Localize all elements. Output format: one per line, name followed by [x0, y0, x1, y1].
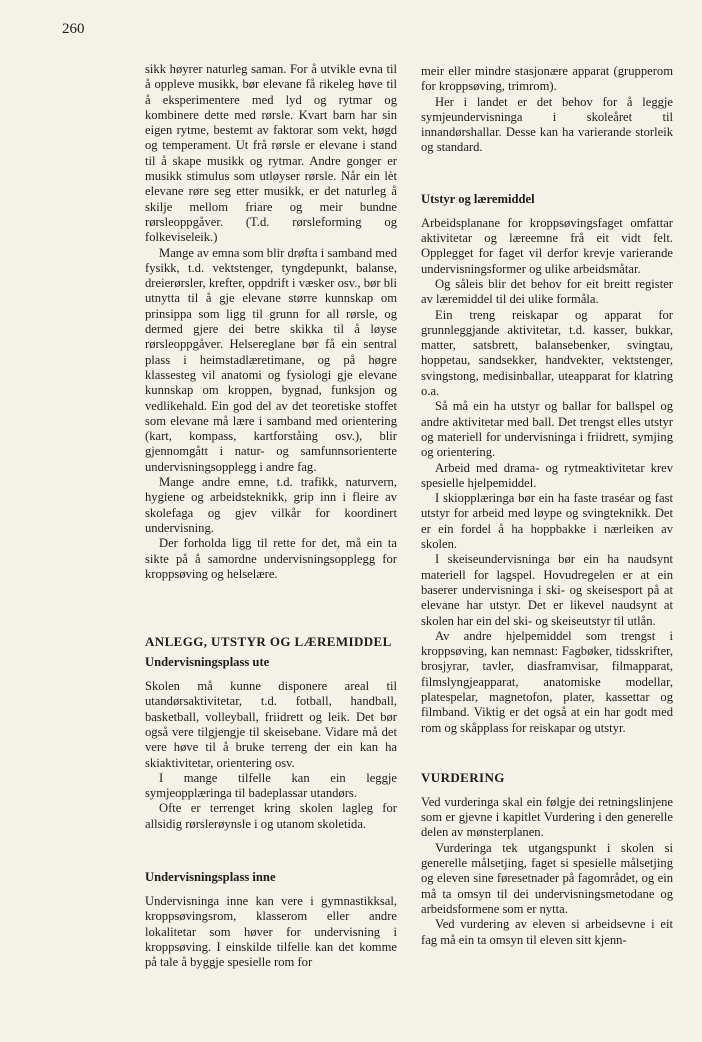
paragraph: Ved vurdering av eleven si arbeidsevne i eit fag må ein ta omsyn til eleven sitt kjenn- [421, 917, 673, 947]
paragraph: Mange andre emne, t.d. trafikk, naturvern, hygiene og arbeidsteknikk, grip inn i fleire av skolefaga og gjev vilkår for koordinert undervisning. [145, 475, 397, 535]
subsection-heading-utstyr: Utstyr og læremiddel [421, 191, 535, 206]
paragraph: Undervisninga inne kan vere i gymnastikksal, kroppsøvingsrom, klasserom eller andre lokalitetar som høver for undervisning i kroppsøving. I einskilde tilfelle kan det komme på tale å byggje spesielle rom for [145, 894, 397, 970]
paragraph: Arbeid med drama- og rytmeaktivitetar krev spesielle hjelpemiddel. [421, 460, 673, 490]
paragraph: I skiopplæringa bør ein ha faste traséar og fast utstyr for arbeid med løype og svingteknikk. Det er ein fordel å ha hoppbakke i nærleiken av skolen. [421, 491, 673, 552]
paragraph: Her i landet er det behov for å leggje symjeundervisninga i skoleåret til innandørshallar. Desse kan ha varierande storleik og standard. [421, 94, 673, 155]
paragraph: Ofte er terrenget kring skolen lagleg for allsidig rørslerøynsle i og utanom skoletida. [145, 801, 397, 831]
paragraph: I skeiseundervisninga bør ein ha naudsynt materiell for lagspel. Hovudregelen er at ein baserer undervisninga i ski- og skeisesport på at elevane har utstyr. Det er likevel naudsynt at skolen har ein del ski- og skeiseutstyr til utlån. [421, 552, 673, 628]
paragraph: meir eller mindre stasjonære apparat (grupperom for kroppsøving, trimrom). [421, 64, 673, 94]
left-column [145, 62, 397, 971]
section-title-vurdering: VURDERING [421, 769, 505, 785]
paragraph: sikk høyrer naturleg saman. For å utvikle evna til å oppleve musikk, bør elevane få rikeleg høve til å eksperimentere med lyd og rytmar og kombinere dette med rørsle. Kvart barn har sin eigen rytme, bestemt av faktorar som vekt, høgd og temperament. Ut frå rørsle er elevane i stand til å skape musikk og rytmar. Andre gonger er musikk stimulus som utløyser rørsle. Når ein lèt elevane røre seg etter musikk, er det naturleg å skilje mellom friare og meir bundne rørsleoppgåver. (T.d. rørsleforming og folkeviseleik.) [145, 62, 397, 245]
paragraph: Ved vurderinga skal ein følgje dei retningslinjene som er gjevne i kapitlet Vurdering i den generelle delen av mønsterplanen. [421, 794, 673, 840]
right-column [421, 64, 673, 948]
paragraph: Arbeidsplanane for kroppsøvingsfaget omfattar aktivitetar og læreemne frå eit vidt felt. Opplegget for faget vil derfor krevje varierande undervisningsformer og ulike arbeidsmåtar. [421, 215, 673, 276]
section-title: ANLEGG, UTSTYR OG LÆREMIDDEL [145, 634, 392, 650]
subsection-heading-inne: Undervisningsplass inne [145, 870, 276, 885]
paragraph: Så må ein ha utstyr og ballar for ballspel og andre aktivitetar med ball. Det trengst elles utstyr og materiell for undervisninga i friidrett, symjing og orientering. [421, 399, 673, 460]
paragraph: Vurderinga tek utgangspunkt i skolen si generelle målsetjing, faget si spesielle målsetjing og eleven sine føresetnader på fagområdet, og ein må ta omsyn til dei undervisningsmetodane og arbeidsformene som er nytta. [421, 840, 673, 916]
paragraph: Og såleis blir det behov for eit breitt register av læremiddel til dei ulike formåla. [421, 276, 673, 307]
paragraph: Mange av emna som blir drøfta i samband med fysikk, t.d. vektstenger, tyngdepunkt, balanse, dreierørsler, krefter, oppdrift i væsker osv., bør bli utnytta til å gje elevane større kunnskap om prinsippa som ligg til grunn for all rørsle, og dermed gjere dei betre skikka til å løyse rørsleoppgåver. Helsereglane bør få ein sentral plass i heimstadlæretimane, og på høgre klassesteg vil anatomi og fysiologi gje elevane kunnskap om kroppen, bygnad, funksjon og vedlikehald. Ein god del av det teoretiske stoffet som elevane må lære i samband med orientering (kart, kompass, kartforståing osv.), blir gjennomgått i natur- og samfunnsorienterte undervisningsopplegg i andre fag. [145, 245, 397, 474]
paragraph: I mange tilfelle kan ein leggje symjeopplæringa til badeplassar utandørs. [145, 770, 397, 801]
paragraph: Ein treng reiskapar og apparat for grunnleggjande aktivitetar, t.d. kasser, bukkar, matter, satsbrett, balansebenker, svingtau, hoppetau, sandsekker, handvekter, vektstenger, svingstong, medisinballar, uteapparat for klatring o.a. [421, 307, 673, 399]
paragraph: Skolen må kunne disponere areal til utandørsaktivitetar, t.d. fotball, handball, basketball, volleyball, friidrett og leik. Det bør også vere tilgjengje til skeisebane. Vidare må det vere høve til å bruke terreng der ein kan ha skiaktivitetar, orientering osv. [145, 679, 397, 770]
paragraph: Der forholda ligg til rette for det, må ein ta sikte på å samordne undervisningsopplegg for kroppsøving og helselære. [145, 536, 397, 581]
page-number: 260 [62, 21, 85, 37]
subsection-heading-ute: Undervisningsplass ute [145, 655, 270, 670]
paragraph: Av andre hjelpemiddel som trengst i kroppsøving, kan nemnast: Fagbøker, tidsskrifter, brosjyrar, tavler, diasframvisar, filmapparat, filmslyngjeapparat, anatomiske modellar, platespelar, magnetofon, plater, kassettar og filmband. Viktig er det også at ein har godt med rom og skåpplass for reiskapar og utstyr. [421, 628, 673, 735]
